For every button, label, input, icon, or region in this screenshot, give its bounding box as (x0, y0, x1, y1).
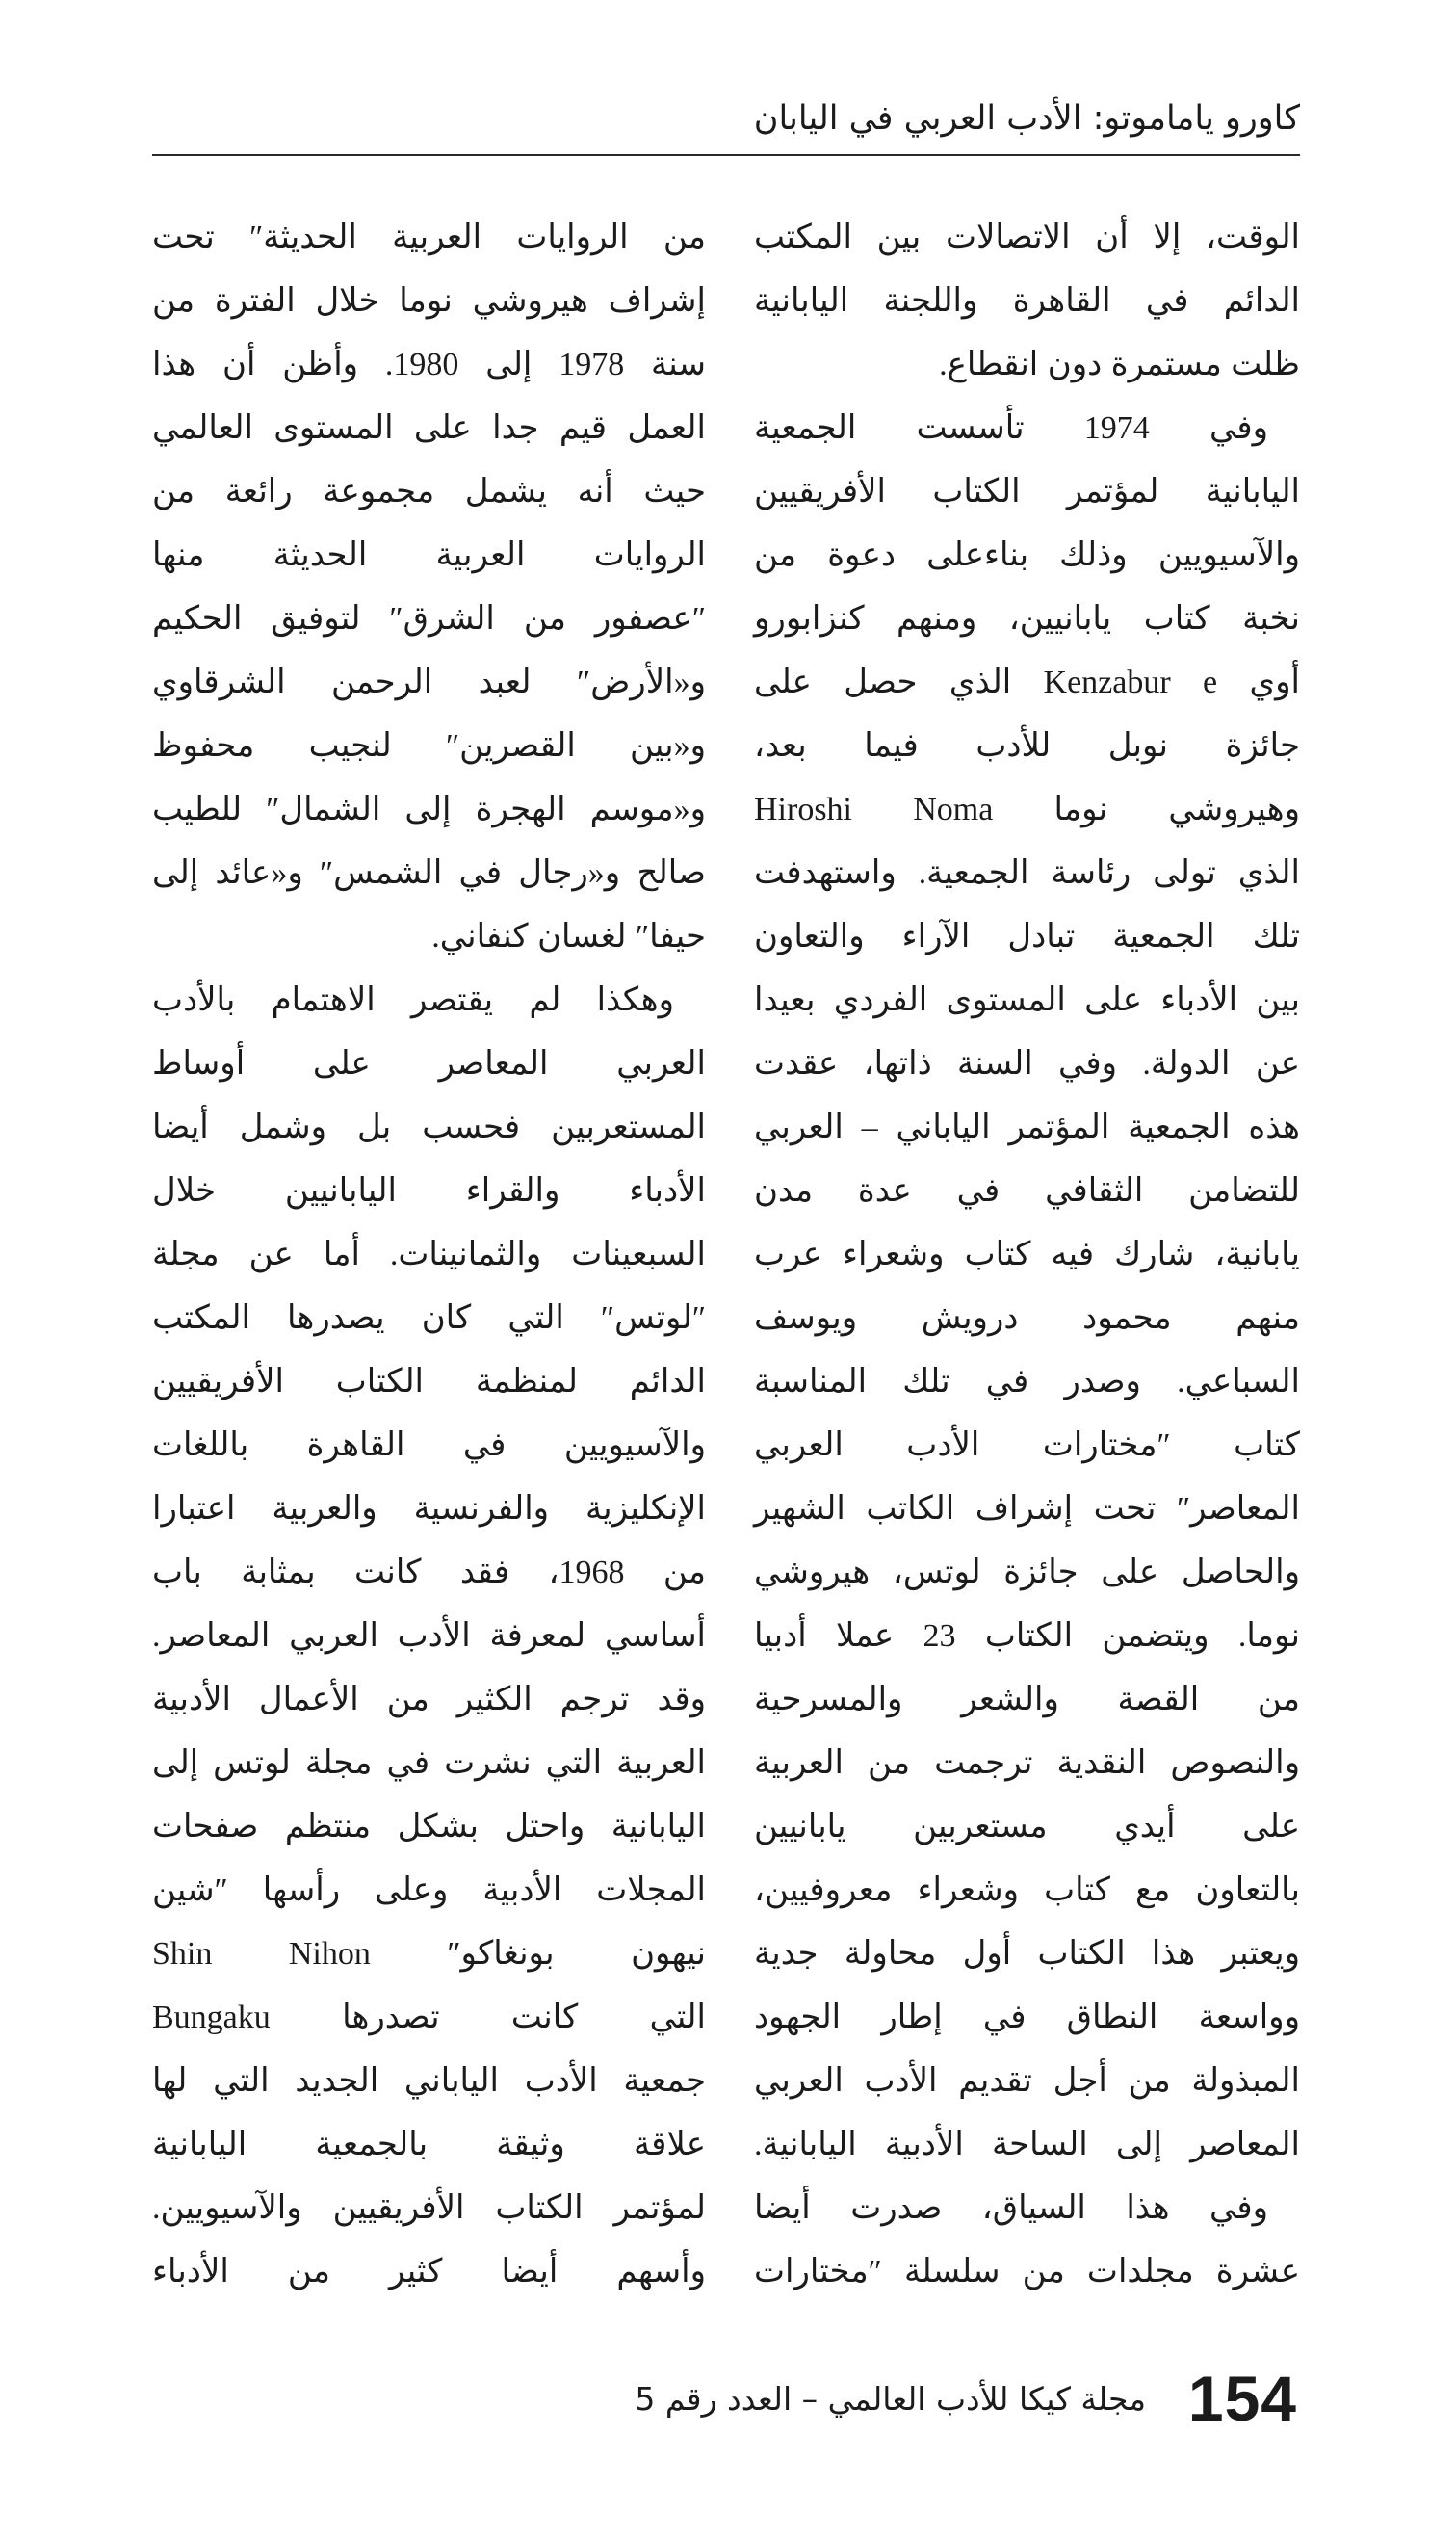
text-line: حيفا″ لغسان كنفاني. (431, 919, 706, 955)
text-line: المعاصر إلى الساحة الأدبية اليابانية. (754, 2127, 1300, 2162)
text-line: وواسعة النطاق في إطار الجهود (754, 2000, 1300, 2035)
text-line: نيهون بونغاكو″ Shin Nihon (152, 1936, 706, 1972)
text-line: والنصوص النقدية ترجمت من العربية (754, 1745, 1300, 1781)
text-line: عن الدولة. وفي السنة ذاتها، عقدت (754, 1046, 1300, 1082)
text-line: أساسي لمعرفة الأدب العربي المعاصر. (152, 1618, 706, 1654)
text-line: السبعينات والثمانينات. أما عن مجلة (152, 1237, 706, 1272)
text-line: اليابانية لمؤتمر الكتاب الأفريقيين (754, 474, 1300, 510)
text-line: هذه الجمعية المؤتمر الياباني – العربي (754, 1110, 1300, 1145)
text-line: المبذولة من أجل تقديم الأدب العربي (754, 2063, 1300, 2099)
text-line: اليابانية واحتل بشكل منتظم صفحات (152, 1809, 706, 1845)
journal-footer: مجلة كيكا للأدب العالمي – العدد رقم 5 (635, 2380, 1146, 2418)
text-line: الإنكليزية والفرنسية والعربية اعتبارا (152, 1491, 706, 1527)
page-number: 154 (1187, 2363, 1297, 2434)
text-line: ويعتبر هذا الكتاب أول محاولة جدية (754, 1936, 1300, 1972)
text-line: على أيدي مستعربين يابانيين (754, 1809, 1300, 1845)
text-line: التي كانت تصدرها Bungaku (152, 2000, 706, 2035)
text-line: الدائم في القاهرة واللجنة اليابانية (754, 283, 1300, 319)
text-line: من القصة والشعر والمسرحية (754, 1682, 1300, 1717)
text-line: والحاصل على جائزة لوتس، هيروشي (754, 1555, 1300, 1590)
text-line: من 1968، فقد كانت بمثابة باب (152, 1555, 707, 1590)
text-line: ″عصفور من الشرق″ لتوفيق الحكيم (152, 601, 706, 637)
article-column-second (152, 206, 706, 2304)
text-line: بالتعاون مع كتاب وشعراء معروفيين، (754, 1872, 1300, 1908)
text-line: والآسيويين في القاهرة باللغات (152, 1427, 706, 1463)
text-line: كتاب ″مختارات الأدب العربي (754, 1427, 1300, 1463)
article-column-first (754, 206, 1300, 2304)
text-line: علاقة وثيقة بالجمعية اليابانية (152, 2127, 706, 2162)
running-title: كاورو ياماموتو: الأدب العربي في اليابان (753, 99, 1300, 138)
text-line: وفي هذا السياق، صدرت أيضا (754, 2190, 1268, 2226)
text-line: لمؤتمر الكتاب الأفريقيين والآسيويين. (152, 2190, 706, 2226)
text-line: صالح و«رجال في الشمس″ و«عائد إلى (152, 855, 706, 891)
text-line: وفي 1974 تأسست الجمعية (754, 410, 1268, 446)
text-line: و«بين القصرين″ لنجيب محفوظ (152, 728, 706, 764)
text-line: عشرة مجلدات من سلسلة ″مختارات (754, 2254, 1300, 2290)
text-line: العربية التي نشرت في مجلة لوتس إلى (152, 1745, 706, 1781)
text-line: منهم محمود درويش ويوسف (754, 1300, 1300, 1336)
text-line: وهكذا لم يقتصر الاهتمام بالأدب (152, 982, 674, 1018)
text-line: و«موسم الهجرة إلى الشمال″ للطيب (152, 792, 706, 827)
text-line: وأسهم أيضا كثير من الأدباء (152, 2254, 706, 2290)
text-line: الأدباء والقراء اليابانيين خلال (152, 1173, 706, 1209)
text-line: جائزة نوبل للأدب فيما بعد، (754, 728, 1300, 764)
text-line: إشراف هيروشي نوما خلال الفترة من (152, 283, 706, 319)
header-rule (152, 154, 1300, 156)
text-line: جمعية الأدب الياباني الجديد التي لها (152, 2063, 706, 2099)
text-line: وقد ترجم الكثير من الأعمال الأدبية (152, 1682, 706, 1717)
text-line: وهيروشي نوما Hiroshi Noma (754, 792, 1300, 827)
text-line: للتضامن الثقافي في عدة مدن (754, 1173, 1300, 1209)
text-line: المستعربين فحسب بل وشمل أيضا (152, 1110, 706, 1145)
text-line: و«الأرض″ لعبد الرحمن الشرقاوي (152, 665, 706, 700)
text-line: نوما. ويتضمن الكتاب 23 عملا أدبيا (754, 1618, 1300, 1654)
text-line: العمل قيم جدا على المستوى العالمي (152, 410, 706, 446)
text-line: أوي Kenzabur e الذي حصل على (754, 665, 1300, 700)
text-line: حيث أنه يشمل مجموعة رائعة من (152, 474, 706, 510)
text-line: والآسيويين وذلك بناءعلى دعوة من (754, 537, 1300, 573)
text-line: ″لوتس″ التي كان يصدرها المكتب (152, 1300, 706, 1336)
text-line: السباعي. وصدر في تلك المناسبة (754, 1364, 1300, 1400)
text-line: الذي تولى رئاسة الجمعية. واستهدفت (754, 855, 1300, 891)
text-line: الدائم لمنظمة الكتاب الأفريقيين (152, 1364, 706, 1400)
text-line: الوقت، إلا أن الاتصالات بين المكتب (754, 220, 1300, 255)
text-line: يابانية، شارك فيه كتاب وشعراء عرب (754, 1237, 1300, 1272)
text-line: المعاصر″ تحت إشراف الكاتب الشهير (754, 1491, 1300, 1527)
text-line: ظلت مستمرة دون انقطاع. (939, 347, 1300, 382)
text-line: الروايات العربية الحديثة منها (152, 537, 706, 573)
text-line: نخبة كتاب يابانيين، ومنهم كنزابورو (754, 601, 1300, 637)
text-line: العربي المعاصر على أوساط (152, 1046, 706, 1082)
text-line: المجلات الأدبية وعلى رأسها ″شين (152, 1872, 706, 1908)
text-line: سنة 1978 إلى 1980. وأظن أن هذا (152, 347, 706, 382)
text-line: تلك الجمعية تبادل الآراء والتعاون (754, 919, 1300, 955)
text-line: من الروايات العربية الحديثة″ تحت (152, 220, 706, 255)
text-line: بين الأدباء على المستوى الفردي بعيدا (754, 982, 1300, 1018)
